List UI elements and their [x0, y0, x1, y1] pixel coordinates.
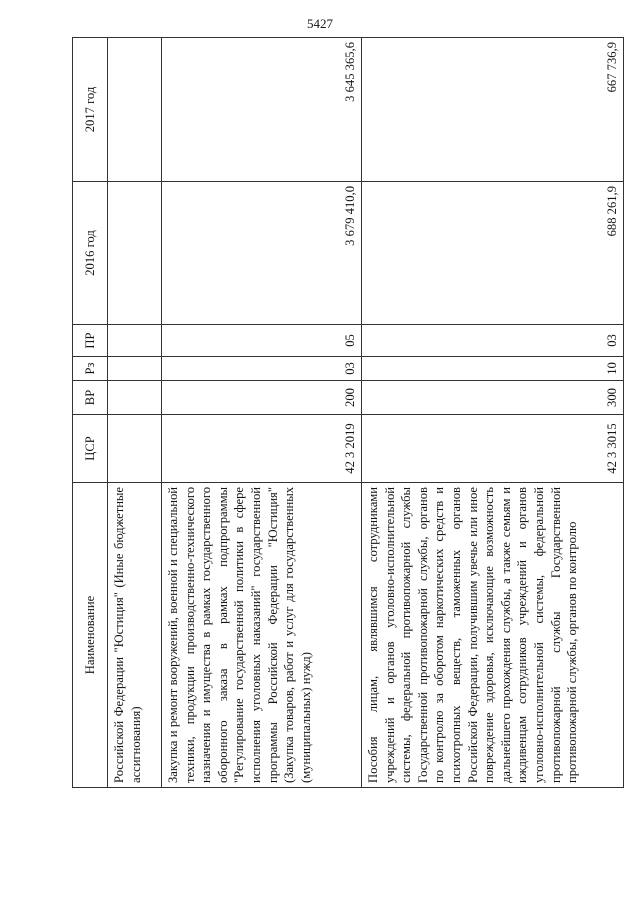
row-rz	[108, 357, 162, 381]
row-vr	[108, 381, 162, 415]
header-2016: 2016 год	[73, 182, 108, 325]
row-vr: 200	[162, 381, 362, 415]
table-row	[108, 38, 162, 788]
row-2016	[108, 182, 162, 325]
header-vr: ВР	[73, 381, 108, 415]
row-rz: 03	[162, 357, 362, 381]
row-name: Российской Федерации "Юстиция" (Иные бюджетные ассигнования)	[108, 483, 162, 788]
header-rz: Рз	[73, 357, 108, 381]
table-row	[162, 38, 362, 788]
table-header-row	[73, 38, 108, 788]
header-name: Наименование	[73, 483, 108, 788]
row-csr: 42 3 3015	[362, 415, 624, 483]
header-2017: 2017 год	[73, 38, 108, 182]
header-pr: ПР	[73, 325, 108, 357]
row-2017: 667 736,9	[362, 38, 624, 182]
row-pr: 05	[162, 325, 362, 357]
row-csr: 42 3 2019	[162, 415, 362, 483]
header-csr: ЦСР	[73, 415, 108, 483]
row-pr	[108, 325, 162, 357]
row-2017	[108, 38, 162, 182]
row-2017: 3 645 365,6	[162, 38, 362, 182]
row-csr	[108, 415, 162, 483]
row-2016: 3 679 410,0	[162, 182, 362, 325]
rotated-table-sheet	[72, 38, 620, 788]
page-number: 5427	[307, 16, 333, 31]
budget-table	[72, 37, 624, 788]
row-name: Закупка и ремонт вооружений, военной и специальной техники, продукции производственно-технического назначения и имущества в рамках государственного оборонного заказа в рамках подпрограммы "Регулирование государственной политики в сфере исполнения уголовных наказаний" государственной программы Российской Федерации "Юстиция" (Закупка товаров, работ и услуг для государственных (муниципальных) нужд)	[162, 483, 362, 788]
row-pr: 03	[362, 325, 624, 357]
row-name: Пособия лицам, являвшимся сотрудниками учреждений и органов уголовно-исполнительной системы, федеральной противопожарной службы Государственной противопожарной службы, органов по контролю за оборотом наркотических средств и психотропных веществ, таможенных органов Российской Федерации, получившим увечье или иное повреждение здоровья, исключающие возможность дальнейшего прохождения службы, а также семьям и иждивенцам сотрудников учреждений и органов уголовно-исполнительной системы, федеральной противопожарной службы Государственной противопожарной службы, органов по контролю	[362, 483, 624, 788]
row-2016: 688 261,9	[362, 182, 624, 325]
row-rz: 10	[362, 357, 624, 381]
row-vr: 300	[362, 381, 624, 415]
table-row	[362, 38, 624, 788]
